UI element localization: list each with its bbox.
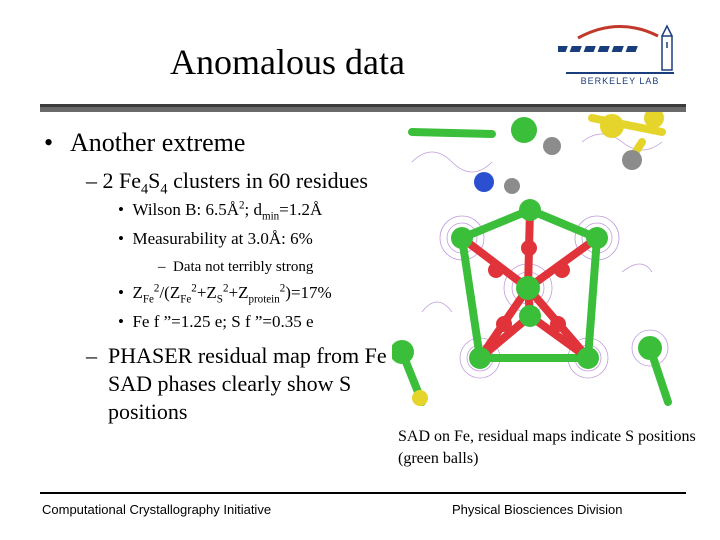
- bullet-z-ratio: • $Z_{Fe}^2/(Z_{Fe}^2+Z_S^2+Z_{protein}^2)=17\%$: [118, 282, 332, 306]
- bullet-dot: •: [118, 283, 133, 302]
- dash: –: [86, 343, 97, 368]
- bullet-dot: •: [118, 200, 133, 219]
- footer-right: Physical Biosciences Division: [452, 502, 623, 517]
- dash: –: [158, 259, 173, 275]
- figure-caption: SAD on Fe, residual maps indicate S positions (green balls): [398, 428, 696, 467]
- logo-graphic: [558, 18, 684, 74]
- title-rule-top: [40, 104, 686, 107]
- subbullet-clusters: – 2 $Fe_4S_4$ clusters in 60 residues: [86, 168, 368, 198]
- bullet-another-extreme: • Another extreme: [44, 128, 246, 157]
- dash: –: [86, 168, 103, 193]
- bullet-dot: •: [118, 312, 133, 331]
- residual-map-image: [392, 112, 684, 410]
- berkeley-lab-logo: [558, 18, 684, 98]
- slide-title: Anomalous data: [170, 42, 405, 82]
- bullet-measurability: • Measurability at 3.0Å: 6%: [118, 229, 313, 248]
- footer-rule: [40, 492, 686, 494]
- subbullet-data-note: – Data not terribly strong: [158, 259, 314, 275]
- bullet-dot: •: [44, 128, 54, 157]
- bullet-wilson-b: • Wilson B: $6.5Å^2$; $d_{min}=1.2Å$: [118, 199, 323, 223]
- logo-text: BERKELEY LAB: [566, 72, 674, 88]
- footer-left: Computational Crystallography Initiative: [42, 502, 272, 517]
- bullet-dot: •: [118, 229, 133, 248]
- bullet-f-double-prime: • Fe f ”=1.25 e; S f ”=0.35 e: [118, 312, 314, 331]
